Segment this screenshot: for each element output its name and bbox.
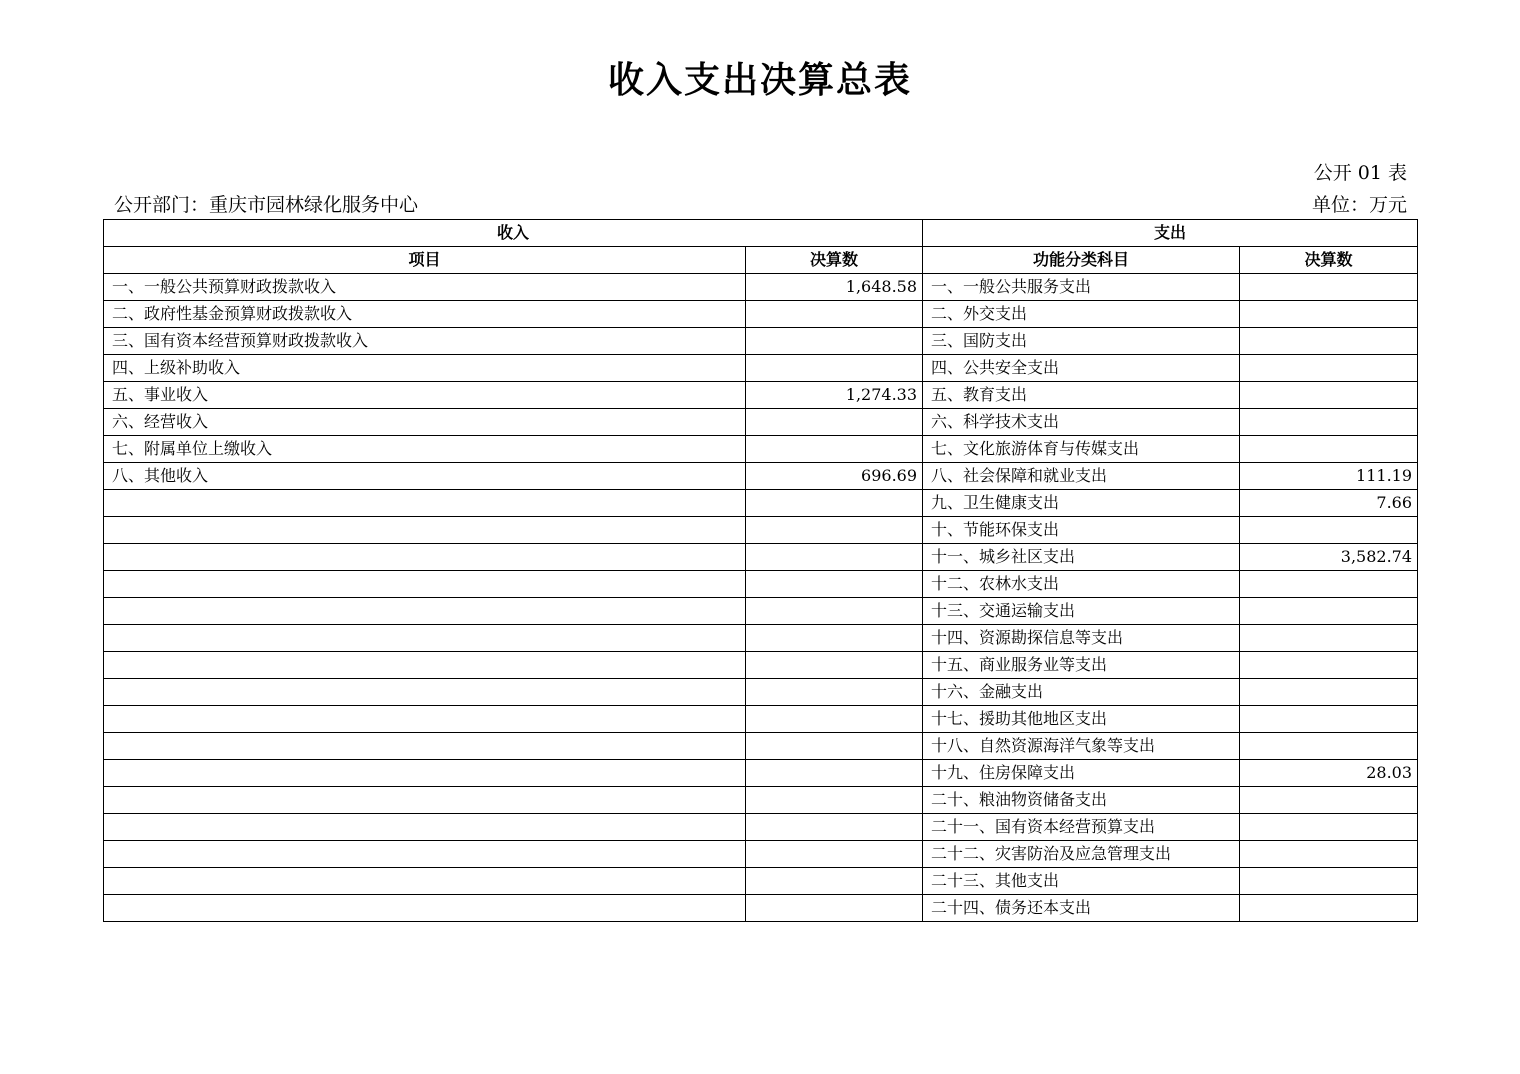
expense-amount-cell — [1240, 706, 1418, 733]
expense-item-cell: 六、科学技术支出 — [923, 409, 1240, 436]
table-body — [104, 274, 1418, 922]
expense-item-cell: 七、文化旅游体育与传媒支出 — [923, 436, 1240, 463]
expense-amount-cell — [1240, 895, 1418, 922]
expense-amount-cell: 28.03 — [1240, 760, 1418, 787]
expense-item-cell: 十、节能环保支出 — [923, 517, 1240, 544]
expense-amount-cell — [1240, 382, 1418, 409]
unit-label: 单位：万元 — [1311, 194, 1407, 216]
income-amount-cell — [746, 814, 923, 841]
income-item-cell — [104, 706, 746, 733]
income-item-cell — [104, 571, 746, 598]
income-item-cell — [104, 625, 746, 652]
table-row — [104, 328, 1418, 355]
income-item-cell: 五、事业收入 — [104, 382, 746, 409]
column-header-row — [104, 247, 1418, 274]
income-item-cell — [104, 895, 746, 922]
expense-item-cell: 十六、金融支出 — [923, 679, 1240, 706]
expense-item-cell: 二十一、国有资本经营预算支出 — [923, 814, 1240, 841]
expense-item-cell: 一、一般公共服务支出 — [923, 274, 1240, 301]
table-row — [104, 409, 1418, 436]
table-row — [104, 490, 1418, 517]
expense-amount-cell — [1240, 625, 1418, 652]
table-row — [104, 571, 1418, 598]
expense-item-cell: 四、公共安全支出 — [923, 355, 1240, 382]
table-row — [104, 517, 1418, 544]
expense-item-cell: 十一、城乡社区支出 — [923, 544, 1240, 571]
income-item-cell: 七、附属单位上缴收入 — [104, 436, 746, 463]
income-item-header: 项目 — [104, 247, 746, 274]
income-item-cell — [104, 733, 746, 760]
income-amount-cell — [746, 544, 923, 571]
expense-item-cell: 二十、粮油物资储备支出 — [923, 787, 1240, 814]
income-amount-cell — [746, 571, 923, 598]
table-row — [104, 679, 1418, 706]
income-item-cell — [104, 787, 746, 814]
table-row — [104, 382, 1418, 409]
income-item-cell: 四、上级补助收入 — [104, 355, 746, 382]
expense-amount-cell — [1240, 328, 1418, 355]
table-row — [104, 625, 1418, 652]
table-row — [104, 544, 1418, 571]
table-row — [104, 463, 1418, 490]
expense-amount-cell — [1240, 517, 1418, 544]
expense-item-cell: 二十四、债务还本支出 — [923, 895, 1240, 922]
income-item-cell — [104, 679, 746, 706]
expense-item-cell: 十九、住房保障支出 — [923, 760, 1240, 787]
table-row — [104, 814, 1418, 841]
table-row — [104, 868, 1418, 895]
expense-amount-cell — [1240, 733, 1418, 760]
income-amount-cell — [746, 706, 923, 733]
expense-amount-cell — [1240, 355, 1418, 382]
expense-item-header: 功能分类科目 — [923, 247, 1240, 274]
table-row — [104, 274, 1418, 301]
income-item-cell: 八、其他收入 — [104, 463, 746, 490]
income-amount-cell — [746, 598, 923, 625]
expense-amount-cell — [1240, 598, 1418, 625]
income-item-cell: 三、国有资本经营预算财政拨款收入 — [104, 328, 746, 355]
table-row — [104, 895, 1418, 922]
income-item-cell: 二、政府性基金预算财政拨款收入 — [104, 301, 746, 328]
expense-amount-header: 决算数 — [1240, 247, 1418, 274]
expense-item-cell: 九、卫生健康支出 — [923, 490, 1240, 517]
income-item-cell — [104, 760, 746, 787]
expense-amount-cell — [1240, 274, 1418, 301]
income-amount-cell — [746, 841, 923, 868]
income-expense-table — [103, 219, 1418, 922]
income-item-cell — [104, 652, 746, 679]
expense-amount-cell — [1240, 436, 1418, 463]
income-amount-cell — [746, 490, 923, 517]
expense-item-cell: 十五、商业服务业等支出 — [923, 652, 1240, 679]
expense-group-header: 支出 — [923, 220, 1418, 247]
income-item-cell — [104, 841, 746, 868]
table-row — [104, 652, 1418, 679]
income-amount-cell — [746, 679, 923, 706]
expense-amount-cell — [1240, 571, 1418, 598]
income-amount-cell — [746, 436, 923, 463]
expense-amount-cell — [1240, 301, 1418, 328]
income-amount-cell — [746, 301, 923, 328]
income-amount-cell — [746, 868, 923, 895]
income-group-header: 收入 — [104, 220, 923, 247]
income-amount-cell — [746, 652, 923, 679]
form-number: 公开 01 表 — [1313, 162, 1407, 184]
expense-item-cell: 八、社会保障和就业支出 — [923, 463, 1240, 490]
table-row — [104, 841, 1418, 868]
income-amount-cell: 696.69 — [746, 463, 923, 490]
table-row — [104, 760, 1418, 787]
expense-amount-cell — [1240, 814, 1418, 841]
income-item-cell — [104, 544, 746, 571]
table-row — [104, 598, 1418, 625]
table-row — [104, 706, 1418, 733]
expense-amount-cell — [1240, 679, 1418, 706]
income-amount-cell — [746, 517, 923, 544]
income-amount-cell — [746, 733, 923, 760]
expense-amount-cell — [1240, 652, 1418, 679]
table-row — [104, 301, 1418, 328]
income-item-cell — [104, 814, 746, 841]
income-amount-cell — [746, 625, 923, 652]
income-item-cell — [104, 517, 746, 544]
income-amount-cell — [746, 328, 923, 355]
expense-item-cell: 二十三、其他支出 — [923, 868, 1240, 895]
income-amount-cell — [746, 409, 923, 436]
expense-item-cell: 十三、交通运输支出 — [923, 598, 1240, 625]
income-item-cell: 六、经营收入 — [104, 409, 746, 436]
expense-item-cell: 二十二、灾害防治及应急管理支出 — [923, 841, 1240, 868]
income-amount-cell — [746, 895, 923, 922]
income-amount-cell — [746, 760, 923, 787]
expense-item-cell: 十七、援助其他地区支出 — [923, 706, 1240, 733]
group-header-row — [104, 220, 1418, 247]
expense-amount-cell — [1240, 841, 1418, 868]
expense-amount-cell — [1240, 409, 1418, 436]
expense-amount-cell: 3,582.74 — [1240, 544, 1418, 571]
table-row — [104, 733, 1418, 760]
income-item-cell — [104, 868, 746, 895]
expense-item-cell: 十八、自然资源海洋气象等支出 — [923, 733, 1240, 760]
income-amount-cell — [746, 787, 923, 814]
income-item-cell — [104, 490, 746, 517]
expense-amount-cell: 7.66 — [1240, 490, 1418, 517]
income-amount-cell — [746, 355, 923, 382]
table-row — [104, 436, 1418, 463]
expense-amount-cell — [1240, 868, 1418, 895]
income-amount-cell: 1,648.58 — [746, 274, 923, 301]
expense-item-cell: 三、国防支出 — [923, 328, 1240, 355]
expense-item-cell: 五、教育支出 — [923, 382, 1240, 409]
expense-item-cell: 十四、资源勘探信息等支出 — [923, 625, 1240, 652]
income-item-cell — [104, 598, 746, 625]
expense-amount-cell: 111.19 — [1240, 463, 1418, 490]
expense-item-cell: 二、外交支出 — [923, 301, 1240, 328]
table-row — [104, 787, 1418, 814]
expense-item-cell: 十二、农林水支出 — [923, 571, 1240, 598]
department-label: 公开部门：重庆市园林绿化服务中心 — [114, 194, 419, 216]
page-title: 收入支出决算总表 — [607, 60, 912, 101]
income-amount-header: 决算数 — [746, 247, 923, 274]
income-item-cell: 一、一般公共预算财政拨款收入 — [104, 274, 746, 301]
income-amount-cell: 1,274.33 — [746, 382, 923, 409]
expense-amount-cell — [1240, 787, 1418, 814]
table-row — [104, 355, 1418, 382]
